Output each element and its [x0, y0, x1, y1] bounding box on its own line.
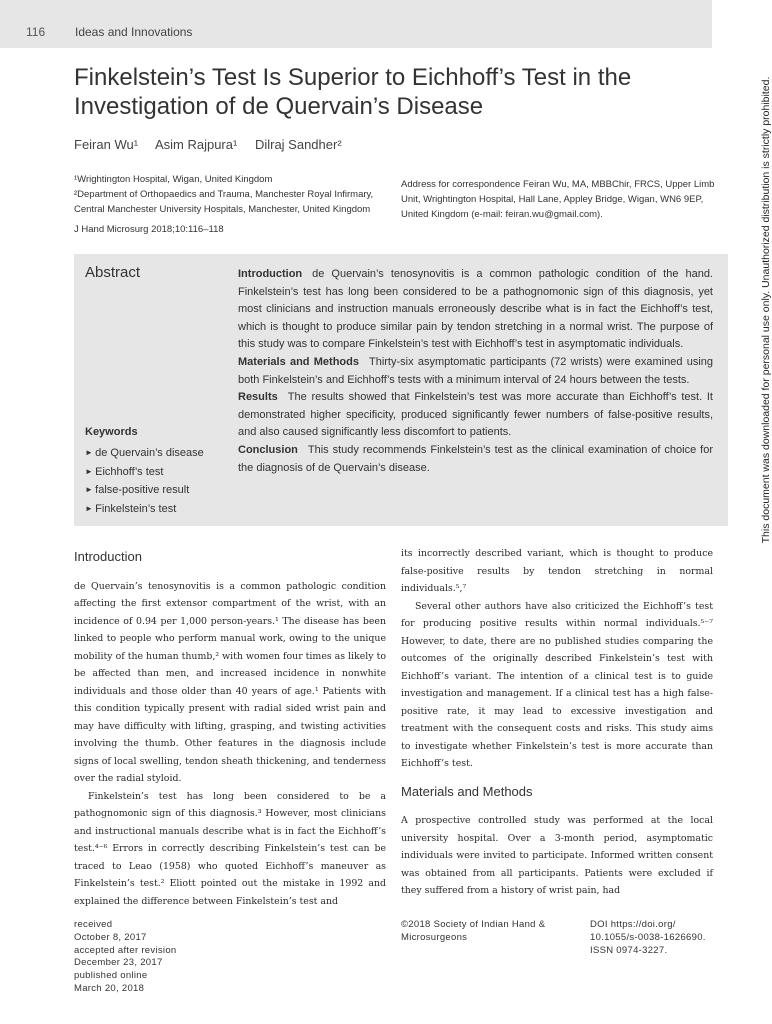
- keywords-heading: Keywords: [85, 426, 138, 438]
- abstract-box: [74, 254, 728, 526]
- author: Dilraj Sandher²: [254, 137, 342, 152]
- keyword-item: ► Eichhoff’s test: [85, 463, 204, 482]
- body-paragraph: de Quervain’s tenosynovitis is a common pathologic condition affecting the first extensor compartment of the wrist, with an incidence of 0.94 per 1,000 person-years.¹ The disease has been linked to people who perform manual work, owing to the unique mobility of the human thumb,² with women four times as likely to be affected than men, and increased incidence in nonwhite individuals and those older than 40 years of age.¹ Patients with this condition typically present with radial sided wrist pain and may have difficulty with lifting, grasping, and twisting activities involving the thumb. Other features in the diagnosis include signs of local swelling, tendon sheath thickening, and tenderness over the radial styloid.: [74, 580, 386, 784]
- section-heading-methods: Materials and Methods: [401, 783, 533, 799]
- affiliations: [74, 172, 394, 217]
- abstract-conclusion: Conclusion This study recommends Finkelstein’s test as the clinical examination of choice for the diagnosis of de Quervain’s disease.: [238, 443, 713, 474]
- section-name: Ideas and Innovations: [75, 25, 193, 39]
- keywords-list: [85, 444, 204, 518]
- article-title: Finkelstein’s Test Is Superior to Eichhoff’s Test in the Investigation of de Quervain’s Disease: [74, 64, 632, 120]
- author: Feiran Wu¹: [74, 137, 139, 152]
- body-column-right: [401, 545, 713, 900]
- section-heading-introduction: Introduction: [74, 549, 142, 564]
- abstract-body: [238, 266, 713, 477]
- abstract-introduction: Introduction de Quervain’s tenosynovitis is a common pathologic condition of the hand. Finkelstein’s test has long been considered to be a pathognomonic sign of this diagnosis, yet most clinicians and instruction manuals erroneously describe what is in fact the Eichhoff’s test, which is thought to produce similar pain by tendon stretching in a normal wrist. The purpose of this study was to compare Finkelstein’s test with Eichhoff’s test in asymptomatic individuals.: [238, 268, 713, 351]
- author: Asim Rajpura¹: [154, 137, 238, 152]
- download-notice: This document was downloaded for personal use only. Unauthorized distribution is strictly prohibited.: [760, 76, 772, 544]
- body-paragraph: its incorrectly described variant, which is thought to produce false-positive results by tendon stretching in normal individuals.⁵,⁷: [401, 548, 713, 594]
- copyright-notice: ©2018 Society of Indian Hand & Microsurgeons: [401, 919, 546, 943]
- correspondence-address: Address for correspondence Feiran Wu, MA, MBBChir, FRCS, Upper Limb Unit, Wrightington Hospital, Hall Lane, Appley Bridge, Wigan, WN6 9EP, United Kingdom (e-mail: feiran.wu@gmail.com).: [401, 179, 715, 220]
- abstract-results: Results The results showed that Finkelstein’s test was more accurate than Eichhoff’s test. It demonstrated higher specificity, produced significantly fewer numbers of false-positive results, and also caused significantly less discomfort to patients.: [238, 391, 713, 439]
- abstract-methods: Materials and Methods Thirty-six asymptomatic participants (72 wrists) were examined using both Finkelstein’s and Eichhoff’s tests with a minimum interval of 24 hours between the tests.: [238, 355, 714, 386]
- author-list: [74, 137, 356, 152]
- body-paragraph: A prospective controlled study was performed at the local university hospital. Over a 3-month period, asymptomatic individuals were invited to participate. Informed written consent was obtained from all participants. Patients were excluded if they suffered from a history of wrist pain, had: [401, 815, 713, 896]
- journal-citation: J Hand Microsurg 2018;10:116–118: [74, 224, 224, 235]
- running-header: [0, 0, 712, 48]
- article-dates: received October 8, 2017 accepted after revision December 23, 2017 published online March 20, 2018: [74, 919, 177, 994]
- body-paragraph: Finkelstein’s test has long been considered to be a pathognomonic sign of this diagnosis.³ However, most clinicians and instructional manuals describe what is in fact the Eichhoff’s test.⁴⁻⁶ Errors in correctly describing Finkelstein’s test can be traced to Leao (1958) who quoted Eichhoff’s maneuver as Finkelstein’s test.² Eliott pointed out the mistake in 1992 and explained the difference between Finkelstein’s test and: [74, 790, 386, 907]
- body-paragraph: Several other authors have also criticized the Eichhoff’s test for producing positive results within normal individuals.⁵⁻⁷ However, to date, there are no published studies comparing the outcomes of the originally described Finkelstein’s test with Eichhoff’s variant. The intention of a clinical test is to guide investigation and management. If a clinical test has a high false-positive rate, it may lead to excessive investigation and treatment with the consequent costs and risks. This study aims to investigate whether Finkelstein’s test is more accurate than Eichhoff’s test.: [401, 600, 713, 769]
- abstract-heading: Abstract: [85, 264, 141, 281]
- body-column-left: [74, 548, 386, 910]
- affiliation: ¹Wrightington Hospital, Wigan, United Kingdom: [74, 174, 273, 185]
- keyword-item: ► de Quervain’s disease: [85, 444, 204, 463]
- keyword-item: ► Finkelstein’s test: [85, 500, 204, 519]
- doi-issn: DOI https://doi.org/ 10.1055/s-0038-1626690. ISSN 0974-3227.: [590, 919, 706, 956]
- keyword-item: ► false-positive result: [85, 481, 204, 500]
- page-number: 116: [26, 25, 46, 39]
- affiliation: ²Department of Orthopaedics and Trauma, Manchester Royal Infirmary, Central Manchester University Hospitals, Manchester, United Kingdom: [74, 189, 374, 215]
